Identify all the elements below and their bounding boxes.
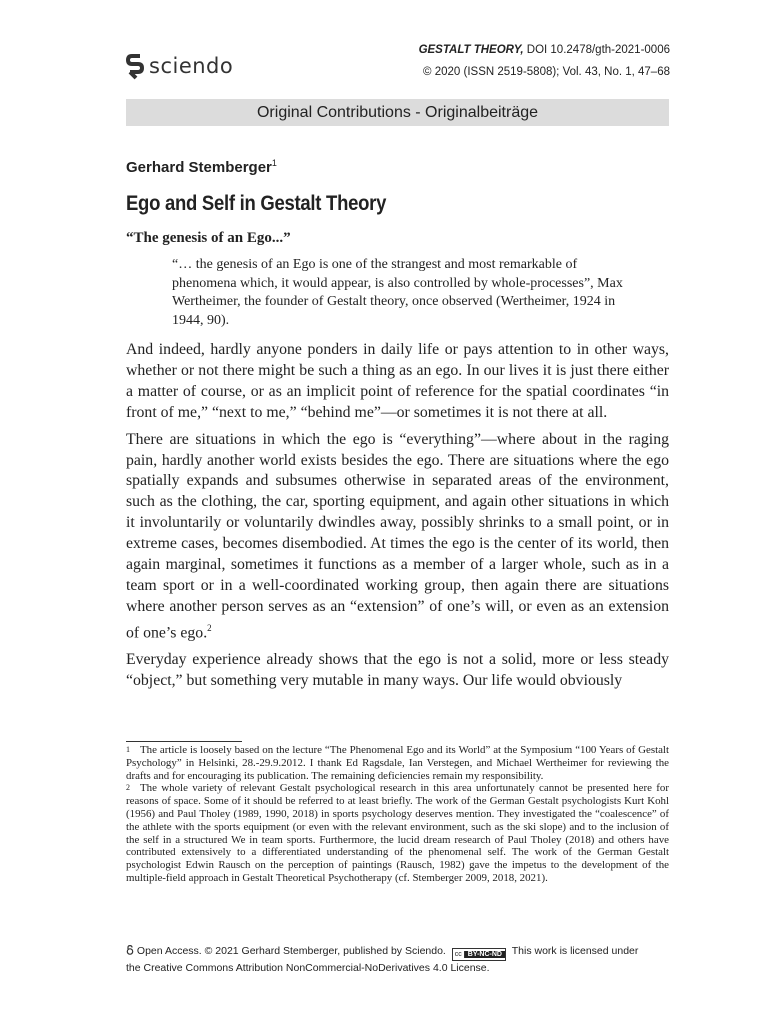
doi[interactable]: DOI 10.2478/gth-2021-0006 bbox=[523, 44, 670, 56]
body-paragraph-text: There are situations in which the ego is “everything”—where about in the raging pain, hardly another world exists besides the ego. There are situations where the ego spatially expands and subsumes otherwise in separated areas of the environment, such as the clothing, the car, sporting equipment, and again other situations in which it involuntarily or voluntarily dwindles away, possibly shrinks to a small point, or in extreme cases, becomes disembodied. At times the ego is the center of its world, then again marginal, sometimes it functions as a member of a larger whole, such as in a team sport or in a well-coordinated working group, then again there are situations where another person serves as an “extension” of one’s will, or even as an extension of one’s ego. bbox=[126, 430, 669, 642]
cc-license-badge[interactable] bbox=[452, 948, 506, 961]
footnote-mark[interactable]: 2 bbox=[207, 622, 212, 633]
license-notice bbox=[126, 944, 686, 976]
license-line-1 bbox=[126, 944, 686, 961]
footnote bbox=[126, 744, 669, 782]
footnote-divider bbox=[126, 741, 242, 742]
body-paragraph bbox=[126, 430, 669, 644]
journal-info bbox=[419, 39, 670, 83]
license-prefix: Open Access. © 2021 Gerhard Stemberger, published by Sciendo. bbox=[136, 945, 446, 957]
body-paragraph: And indeed, hardly anyone ponders in daily life or pays attention to in other ways, whether or not there might be such a thing as an ego. In our lives it is just there either a matter of course, or as an implicit point of reference for the spatial coordinates “in front of me,” “next to me,” “behind me”—or sometimes it is not there at all. bbox=[126, 341, 669, 421]
body-paragraph: Everyday experience already shows that the ego is not a solid, more or less steady “object,” but something very mutable in many ways. Our life would obviously bbox=[126, 650, 669, 689]
article-body bbox=[126, 340, 669, 698]
logo-text: sciendo bbox=[149, 54, 234, 78]
license-line-2: the Creative Commons Attribution NonCommercial-NoDerivatives 4.0 License. bbox=[126, 962, 490, 974]
author-footnote-mark[interactable]: 1 bbox=[271, 158, 277, 168]
footnote bbox=[126, 782, 669, 884]
section-subtitle: “The genesis of an Ego...” bbox=[126, 230, 291, 246]
epigraph-quote: “… the genesis of an Ego is one of the strangest and most remarkable of phenomena which, it would appear, is also controlled by whole-processes”, Max Wertheimer, the founder of Gestalt theory, once observed (Wertheimer, 1924 in 1944, 90). bbox=[172, 257, 623, 328]
issue-line: © 2020 (ISSN 2519-5808); Vol. 43, No. 1, 47–68 bbox=[423, 66, 670, 78]
publisher-logo bbox=[126, 52, 233, 80]
cc-terms: BY-NC-ND bbox=[465, 951, 505, 958]
author bbox=[126, 158, 277, 176]
footnote-number: 1 bbox=[126, 745, 130, 754]
section-label: Original Contributions - Originalbeiträge bbox=[126, 99, 669, 126]
article-title: Ego and Self in Gestalt Theory bbox=[126, 192, 387, 215]
footnote-number: 2 bbox=[126, 783, 130, 793]
footnote-text: The whole variety of relevant Gestalt psychological research in this area unfortunately cannot be presented here for reasons of space. Some of it should be referred to at least briefly. The work of the German Gestalt psychologists Kurt Kohl (1956) and Paul Tholey (1989, 1990, 2018) in sports psychology deserves mention. They investigated the “coalescence” of the athlete with the sports equipment (or even with the relevant environment, such as the ski slope) and to the inclusion of the self in a structured We in team sports. Furthermore, the lucid dream research of Paul Tholey (2018) and others have contributed extensively to a differentiated understanding of the phenomenal self. The work of the German Gestalt psychologist Edwin Rausch on the perception of paintings (Rausch, 1982) gave the impetus to the development of the multiple-field approach in Gestalt Theoretical Psychotherapy (cf. Stemberger 2009, 2018, 2021). bbox=[126, 782, 669, 884]
author-name: Gerhard Stemberger bbox=[126, 159, 272, 176]
cc-icon: cc bbox=[453, 951, 465, 958]
journal-citation bbox=[419, 39, 670, 61]
sciendo-logo-icon bbox=[126, 52, 144, 80]
footnote-text: The article is loosely based on the lecture “The Phenomenal Ego and its World” at the Symposium “100 Years of Gestalt Psychology” in Helsinki, 28.-29.9.2012. I thank Ed Ragsdale, Ian Verstegen, and Michael Wertheimer for reviewing the drafts and for encouraging its publication. The remaining deficiencies remain my responsibility. bbox=[126, 744, 669, 782]
open-access-icon bbox=[126, 945, 134, 955]
footnotes bbox=[126, 744, 669, 885]
license-suffix: This work is licensed under bbox=[511, 945, 639, 957]
journal-name: GESTALT THEORY, bbox=[418, 44, 524, 56]
